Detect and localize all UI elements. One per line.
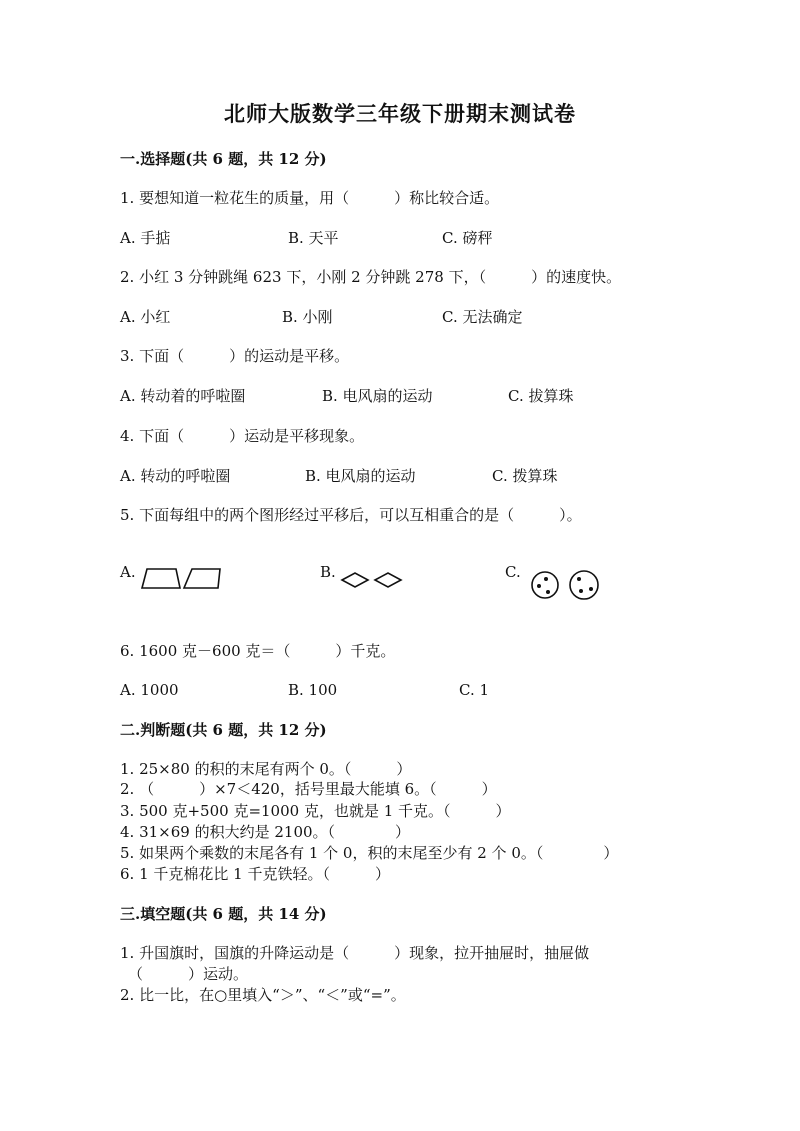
judge-item: 3. 500 克+500 克=1000 克，也就是 1 千克。（ ） — [120, 802, 511, 820]
q4-option-a: A. 转动的呼啦圈 — [120, 467, 231, 485]
judge-item: 5. 如果两个乘数的末尾各有 1 个 0，积的末尾至少有 2 个 0。（ ） — [120, 844, 619, 862]
section-1-heading: 一.选择题(共 6 题，共 12 分) — [120, 150, 327, 168]
fill-q1-line1: 1. 升国旗时，国旗的升降运动是（ ）现象，拉开抽屉时，抽屉做 — [120, 944, 590, 962]
fill-q2: 2. 比一比，在○里填入“＞”、“＜”或“=”。 — [120, 986, 406, 1004]
q1-option-a: A. 手掂 — [120, 229, 171, 247]
section-2-heading: 二.判断题(共 6 题，共 12 分) — [120, 721, 327, 739]
page-title: 北师大版数学三年级下册期末测试卷 — [224, 101, 576, 126]
fill-q1-line2: （ ）运动。 — [128, 965, 249, 983]
q3-option-a: A. 转动着的呼啦圈 — [120, 387, 246, 405]
q6-stem: 6. 1600 克－600 克＝（ ）千克。 — [120, 642, 396, 660]
q3-stem: 3. 下面（ ）的运动是平移。 — [120, 347, 350, 365]
q5-option-c: C. — [505, 563, 521, 581]
q5-option-a: A. — [120, 563, 136, 581]
q4-option-c: C. 拨算珠 — [492, 467, 558, 485]
diamond-pair-figure — [338, 570, 408, 590]
dotted-circle-pair-figure — [528, 570, 604, 600]
judge-item: 2. （ ）×7＜420，括号里最大能填 6。（ ） — [120, 780, 497, 798]
trapezoid-pair-figure — [140, 566, 224, 592]
q4-stem: 4. 下面（ ）运动是平移现象。 — [120, 427, 365, 445]
q1-stem: 1. 要想知道一粒花生的质量，用（ ）称比较合适。 — [120, 189, 500, 207]
q6-option-c: C. 1 — [459, 681, 490, 699]
judge-item: 4. 31×69 的积大约是 2100。（ ） — [120, 823, 411, 841]
q6-option-a: A. 1000 — [120, 681, 179, 699]
q5-stem: 5. 下面每组中的两个图形经过平移后，可以互相重合的是（ ）。 — [120, 506, 582, 524]
q2-stem: 2. 小红 3 分钟跳绳 623 下，小刚 2 分钟跳 278 下，（ ）的速度快。 — [120, 268, 622, 286]
judge-item: 1. 25×80 的积的末尾有两个 0。（ ） — [120, 760, 412, 778]
q3-option-c: C. 拔算珠 — [508, 387, 574, 405]
q4-option-b: B. 电风扇的运动 — [305, 467, 416, 485]
q2-option-c: C. 无法确定 — [442, 308, 523, 326]
q6-option-b: B. 100 — [288, 681, 338, 699]
q2-option-a: A. 小红 — [120, 308, 171, 326]
q3-option-b: B. 电风扇的运动 — [322, 387, 433, 405]
q1-option-b: B. 天平 — [288, 229, 339, 247]
section-3-heading: 三.填空题(共 6 题，共 14 分) — [120, 905, 327, 923]
q2-option-b: B. 小刚 — [282, 308, 333, 326]
judge-item: 6. 1 千克棉花比 1 千克铁轻。（ ） — [120, 865, 390, 883]
q1-option-c: C. 磅秤 — [442, 229, 493, 247]
q5-option-b: B. — [320, 563, 336, 581]
